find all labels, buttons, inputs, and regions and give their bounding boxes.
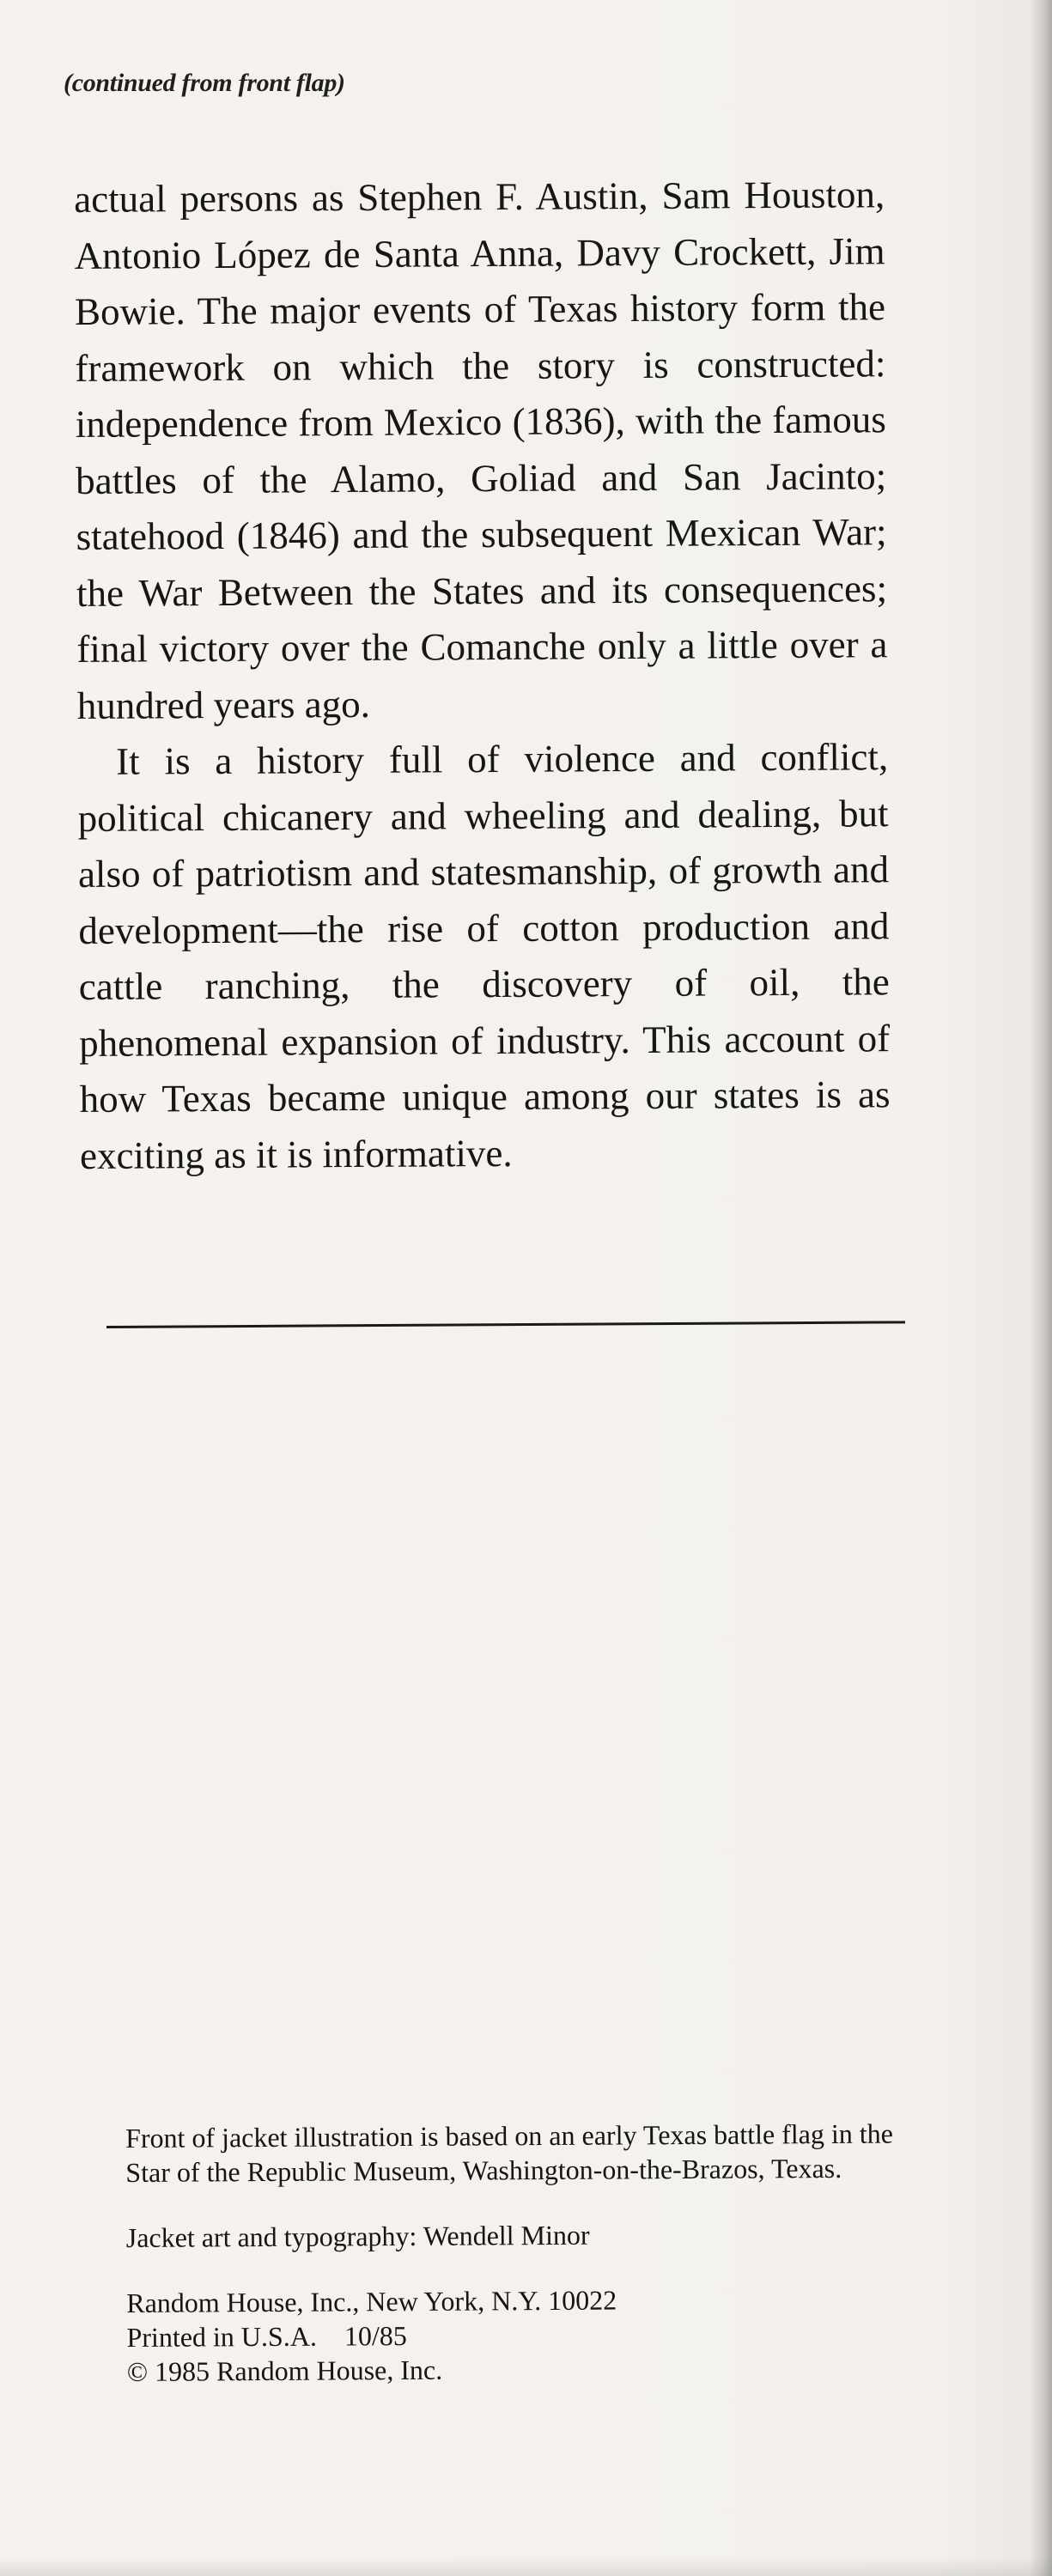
publisher-address: Random House, Inc., New York, N.Y. 10022 (126, 2284, 617, 2318)
printed-info: Printed in U.S.A. 10/85 (126, 2320, 407, 2353)
flap-edge-shadow (1030, 0, 1052, 2576)
illustration-note: Front of jacket illustration is based on an early Texas battle flag in the Star of the Republic Museum, Washington-on-the-Brazos, Texas. (125, 2117, 894, 2188)
publisher-block (126, 2281, 943, 2389)
flap-paragraph-2: It is a history full of violence and conflict, political chicanery and wheeling and dealing, but also of patriotism and statesmanship, of growth and development—the rise of cotton production and cattle ranching, the discovery of oil, the phenomenal expansion of industry. This account of how Texas became unique among our states is as exciting as it is informative. (77, 735, 891, 1177)
flap-paragraph-1: actual persons as Stephen F. Austin, Sam Houston, Antonio López de Santa Anna, Davy Crockett, Jim Bowie. The major events of Texas history form the framework on which the story is constructed: independence from Mexico (1836), with the famous battles of the Alamo, Goliad and San Jacinto; statehood (1846) and the subsequent Mexican War; the War Between the States and its consequences; final victory over the Comanche only a little over a hundred years ago. (74, 173, 888, 727)
continued-from-front-flap-note: (continued from front flap) (64, 69, 345, 97)
flap-body-text (74, 167, 891, 1184)
art-credit: Jacket art and typography: Wendell Minor (125, 2219, 590, 2253)
section-divider-rule (106, 1321, 905, 1328)
copyright-line: © 1985 Random House, Inc. (126, 2354, 443, 2387)
jacket-credits (125, 2116, 943, 2389)
flap-bottom-edge (0, 2557, 1052, 2576)
